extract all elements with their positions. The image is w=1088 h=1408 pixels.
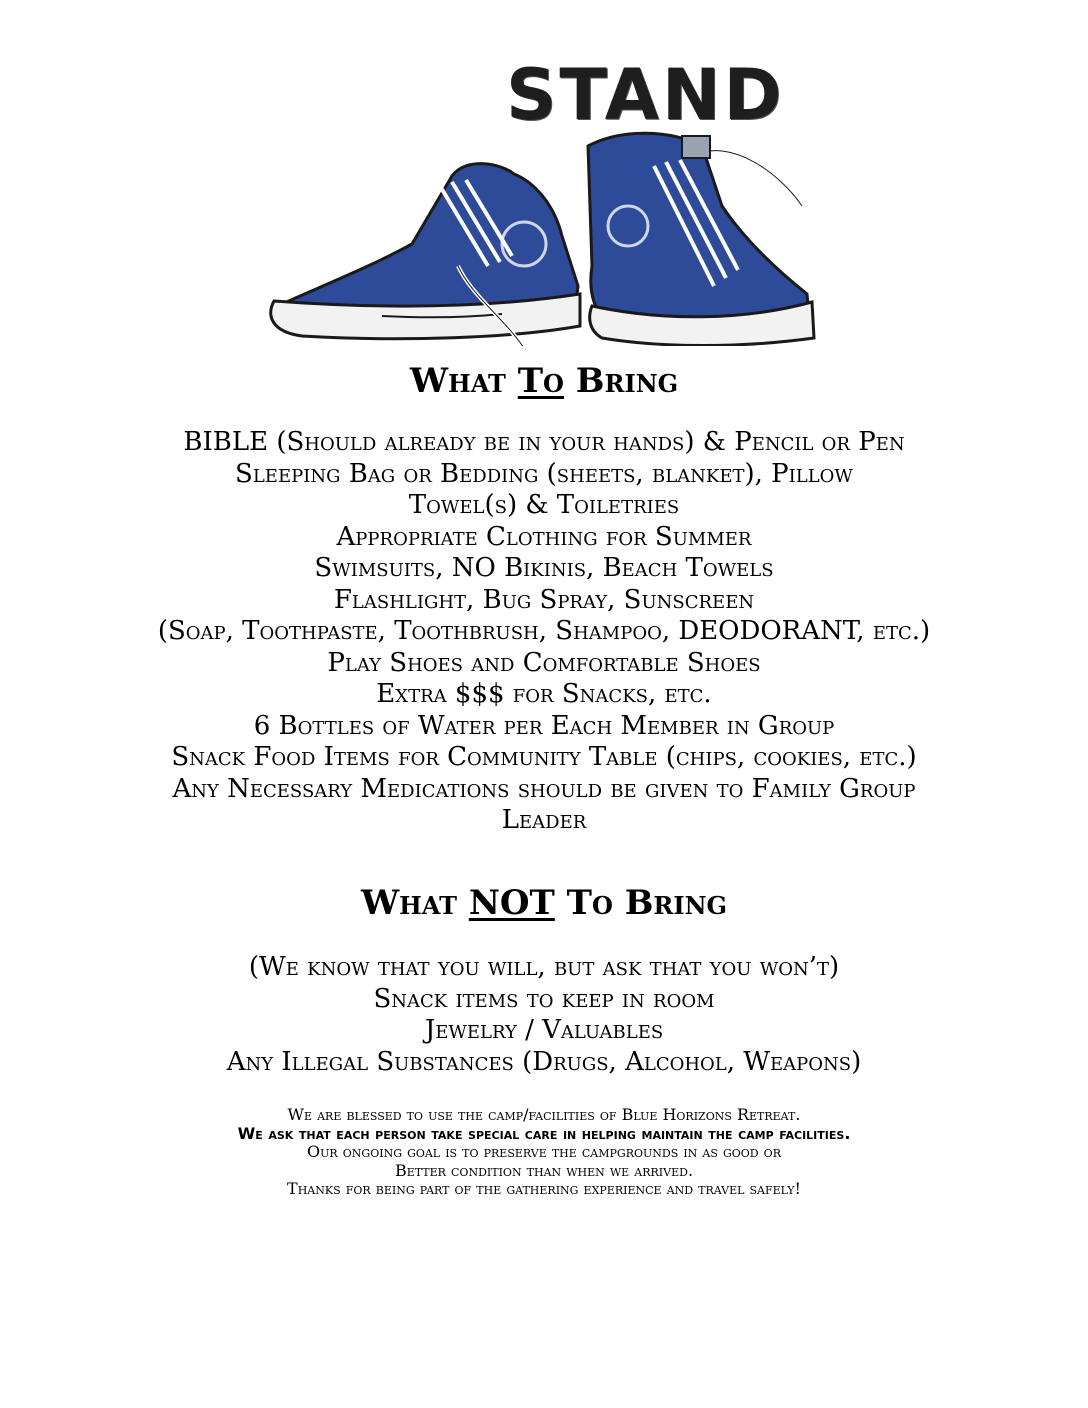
- list-item: Extra $$$ for Snacks, etc.: [376, 679, 712, 709]
- logo-word: STAND: [506, 54, 785, 136]
- list-item: Swimsuits, NO Bikinis, Beach Towels: [314, 553, 774, 583]
- what-not-to-bring-title: [0, 883, 1088, 923]
- list-item: 6 Bottles of Water per Each Member in Group: [253, 710, 835, 741]
- title-underlined: To: [517, 361, 564, 401]
- what-not-to-bring-list: [0, 952, 1088, 1078]
- footer-note: [0, 1106, 1088, 1199]
- list-item: Leader: [501, 805, 587, 835]
- list-item: Any Illegal Substances (Drugs, Alcohol, Weapons): [226, 1046, 862, 1077]
- footer-line-bold: We ask that each person take special care in helping maintain the camp facilities.: [237, 1123, 851, 1143]
- footer-line: We are blessed to use the camp/facilities of Blue Horizons Retreat.: [287, 1105, 801, 1124]
- footer-line: Thanks for being part of the gathering experience and travel safely!: [287, 1179, 801, 1198]
- what-to-bring-title: [0, 361, 1088, 401]
- left-sneaker: [271, 164, 580, 346]
- title-post: Bring: [563, 361, 679, 401]
- footer-line: Our ongoing goal is to preserve the campgrounds in as good or: [307, 1142, 781, 1161]
- list-item: Jewelry / Valuables: [424, 1015, 664, 1045]
- title-underlined: NOT: [468, 883, 555, 923]
- list-item: Sleeping Bag or Bedding (sheets, blanket), Pillow: [235, 458, 853, 489]
- list-item: Play Shoes and Comfortable Shoes: [327, 647, 761, 678]
- list-item: BIBLE (Should already be in your hands) & Pencil or Pen: [183, 427, 905, 457]
- list-item: Any Necessary Medications should be given to Family Group: [172, 773, 916, 804]
- list-item: Towel(s) & Toiletries: [408, 490, 680, 520]
- list-item: Flashlight, Bug Spray, Sunscreen: [333, 584, 755, 615]
- blue-high-top-sneakers-icon: [262, 116, 822, 346]
- title-post: To Bring: [554, 883, 728, 923]
- list-item: (Soap, Toothpaste, Toothbrush, Shampoo, DEODORANT, etc.): [157, 616, 931, 646]
- footer-line: Better condition than when we arrived.: [394, 1160, 694, 1180]
- list-item: (We know that you will, but ask that you won’t): [248, 952, 840, 982]
- stand-logo: [262, 56, 822, 346]
- title-pre: What: [409, 361, 518, 401]
- list-item: Snack Food Items for Community Table (chips, cookies, etc.): [171, 742, 917, 772]
- right-sneaker: [588, 133, 814, 345]
- title-pre: What: [360, 883, 469, 923]
- list-item: Snack items to keep in room: [373, 983, 715, 1014]
- list-item: Appropriate Clothing for Summer: [336, 521, 752, 552]
- what-to-bring-list: [0, 427, 1088, 837]
